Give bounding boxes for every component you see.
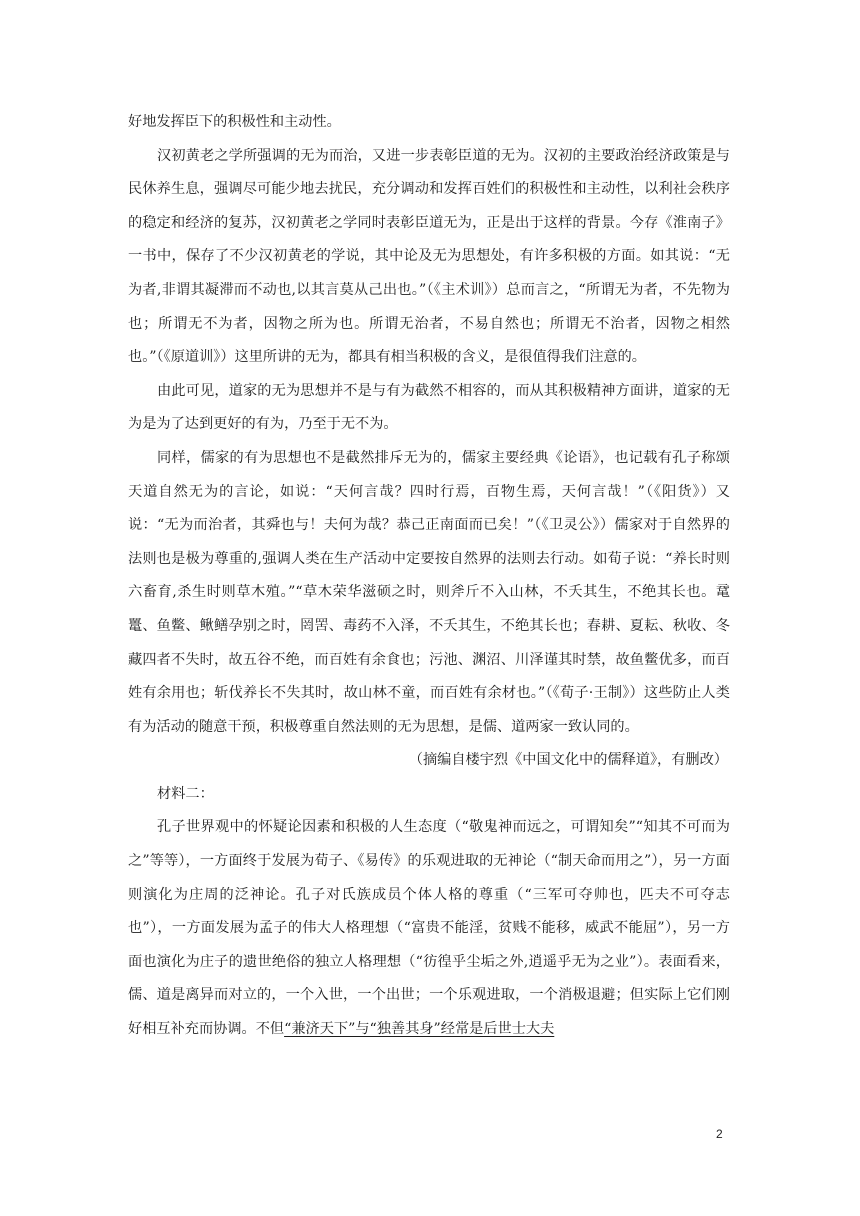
paragraph-1: 好地发挥臣下的积极性和主动性。 (128, 114, 341, 130)
document-body (128, 106, 730, 1047)
paragraph-3: 由此可见，道家的无为思想并不是与有为截然不相容的，而从其积极精神方面讲，道家的无为是为了达到更好的有为，乃至于无不为。 (128, 382, 730, 433)
material-two-paragraph (128, 811, 730, 1046)
paragraph-2: 汉初黄老之学所强调的无为而治，又进一步表彰臣道的无为。汉初的主要政治经济政策是与民休养生息，强调尽可能少地去扰民，充分调动和发挥百姓们的积极性和主动性，以利社会秩序的稳定和经济的复苏，汉初黄老之学同时表彰臣道无为，正是出于这样的背景。今存《淮南子》一书中，保存了不少汉初黄老的学说，其中论及无为思想处，有许多积极的方面。如其说：“无为者,非谓其凝滞而不动也,以其言莫从己出也。”（《主术训》）总而言之，“所谓无为者，不先物为也；所谓无不为者，因物之所为也。所谓无治者，不易自然也；所谓无不治者，因物之相然也。”（《原道训》）这里所讲的无为，都具有相当积极的含义，是很值得我们注意的。 (128, 147, 730, 366)
material-two-text: 孔子世界观中的怀疑论因素和积极的人生态度（“敬鬼神而远之，可谓知矣”“知其不可而为之”等等），一方面终于发展为荀子、《易传》的乐观进取的无神论（“制天命而用之”），另一方面则演化为庄周的泛神论。孔子对氏族成员个体人格的尊重（“三军可夺帅也，匹夫不可夺志也”），一方面发展为孟子的伟大人格理想（“富贵不能淫，贫贱不能移，威武不能屈”），另一方面也演化为庄子的遗世绝俗的独立人格理想（“彷徨乎尘垢之外,逍遥乎无为之业”）。表面看来，儒、道是离异而对立的，一个入世，一个出世；一个乐观进取，一个消极退避；但实际上它们刚好相互补充而协调。不但 (128, 819, 730, 1038)
material-two-label: 材料二： (157, 785, 214, 802)
paragraph-4: 同样，儒家的有为思想也不是截然排斥无为的，儒家主要经典《论语》，也记载有孔子称颂天道自然无为的言论，如说：“天何言哉？四时行焉，百物生焉，天何言哉！”（《阳货》）又说：“无为而治者，其舜也与！夫何为哉？恭己正南面而已矣！”（《卫灵公》）儒家对于自然界的法则也是极为尊重的,强调人类在生产活动中定要按自然界的法则去行动。如荀子说：“养长时则六畜育,杀生时则草木殖。”“草木荣华滋硕之时，则斧斤不入山林，不夭其生，不绝其长也。鼋鼍、鱼鳖、鳅鳝孕别之时，罔罟、毒药不入泽，不夭其生，不绝其长也；春耕、夏耘、秋收、冬藏四者不失时，故五谷不绝，而百姓有余食也；污池、渊沼、川泽谨其时禁，故鱼鳖优多，而百姓有余用也；斩伐养长不失其时，故山林不童，而百姓有余材也。”（《荀子·王制》）这些防止人类有为活动的随意干预，积极尊重自然法则的无为思想，是儒、道两家一致认同的。 (128, 449, 730, 735)
underlined-phrase: “兼济天下”与“独善其身”经常是后世士大夫 (284, 1021, 555, 1038)
page-number: 2 (716, 1127, 723, 1141)
source-attribution: （摘编自楼宇烈《中国文化中的儒释道》，有删改） (408, 752, 728, 769)
